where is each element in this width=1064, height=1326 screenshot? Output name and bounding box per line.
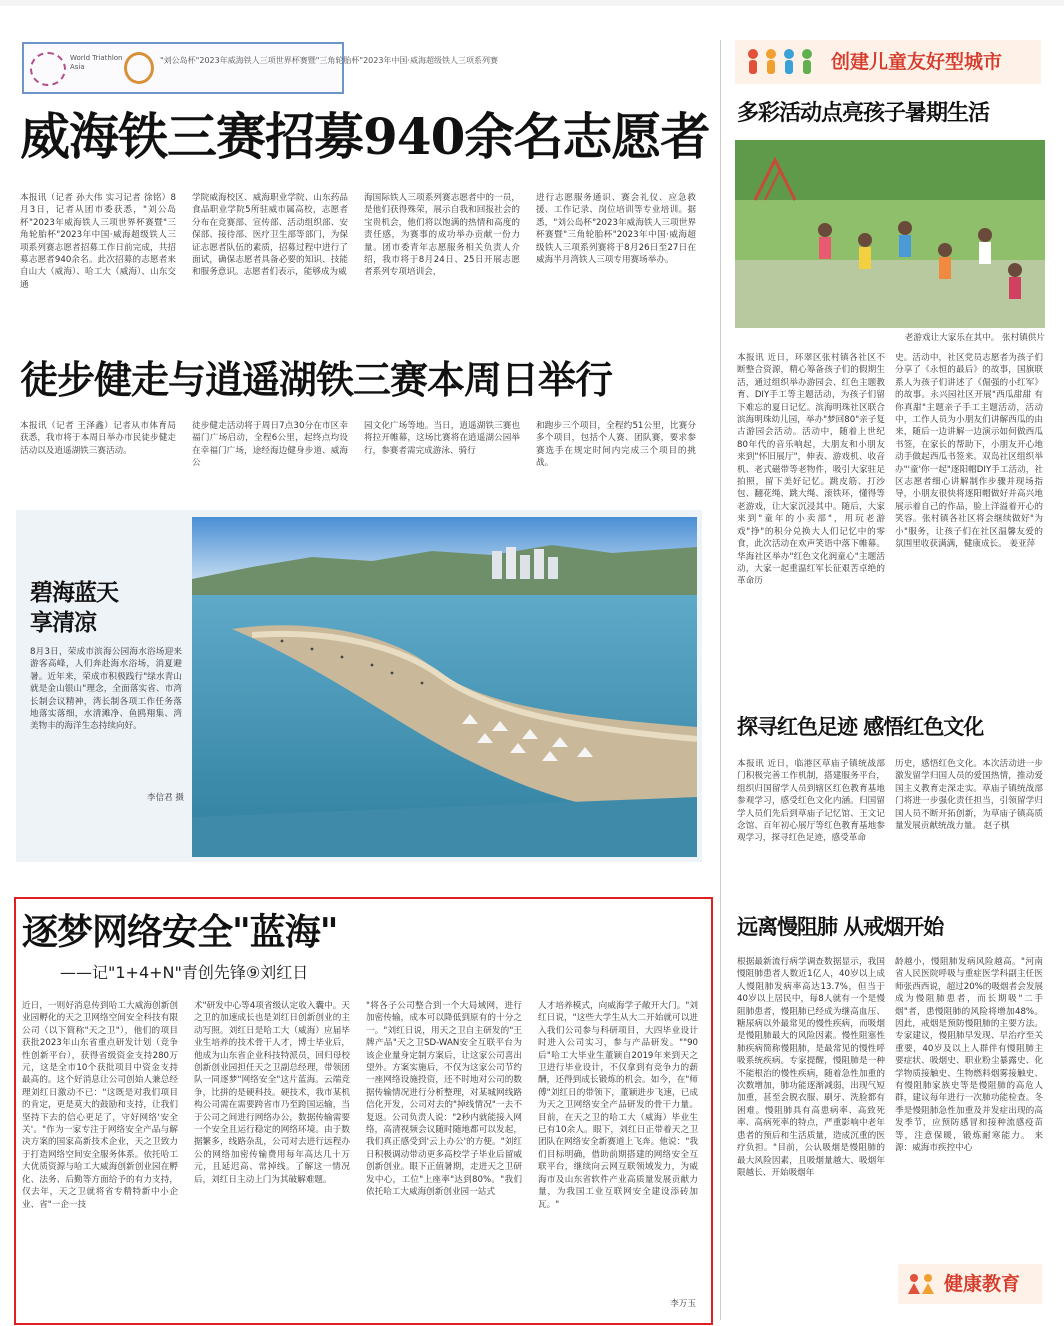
- article1-col2: 学院威海校区、威海职业学院、山东药品食品职业学院5所驻威市属高校，志愿者分布在竞赛部、宣传部、活动组织部、安保部、接待部、医疗卫生部等部门，为保证志愿者队伍的素质，招募过程中进行了面试，确保志愿者具备必要的知识、技能和服务意识。志愿者们表示，能够成为威: [192, 193, 348, 278]
- section-tag-label: 创建儿童友好型城市: [831, 51, 1003, 73]
- article3-col4: 人才培养模式，向威海学子敞开大门。"刘红日说，"这些大学生从大二开始就可以进入我们公司参与科研项目，大四毕业设计时进入公司实习，参与产品研发。""90后"哈工大毕业生董颖自2019年来到天之卫进行毕业设计，不仅拿到有竞争力的薪酬，还得到成长锻炼的机会。如今，在"师傅"刘红日的带领下，董颖进步飞速，已成为天之卫网络安全产品研发的骨干力量。目前，在天之卫的哈工大（威海）毕业生已有10余人。眼下，刘红日正带着天之卫团队在网络安全新赛道上飞奔。他说："我们目标明确，借助前期搭建的网络安全互联平台，继续向云网互联领域发力，为威海市及山东省软件产业高质量发展贡献力量，为我国工业互联网安全建设添砖加瓦。": [538, 1001, 698, 1210]
- article3-col1: 近日，一则好消息传到哈工大威海创新创业园孵化的天之卫网络空间安全科技有限公司（以下简称"天之卫"），他们的项目获批2023年山东省重点研发计划（竞争性创新平台），获得省级资金支持280万元，这是全市10个获批项目中资金支持最高的。这个好消息让公司创始人兼总经理刘红日激动不已："这既是对我们项目的肯定，更是莫大的鼓励和支持，让我们坚持下去的信心更足了，守好网络'安全关'。"作为一家专注于网络安全产品与解决方案的国家高新技术企业，天之卫致力于打造网络空间安全服务体系。依托哈工大优质资源与哈工大威海创新创业园在孵化、法务、后勤等方面给予的有力支持，仅去年，天之卫就将省专精特新中小企业、省"一企一技: [22, 1001, 178, 1210]
- article2-col3: 园文化广场等地。当日，逍遥湖铁三赛也将拉开帷幕，这场比赛将在逍遥湖公园举行，参赛者需完成游泳、骑行: [364, 421, 520, 456]
- right-top-col1: 本报讯 近日，环翠区张村镇各社区不断整合资源，精心筹备孩子们的假期生活，通过组织举办游园会、红色主题教育、DIY手工等主题活动，为孩子们留下难忘的夏日记忆。滨海明珠社区联合滨海明珠幼儿园，举办"梦回80"亲子复古游园会活动。活动中，随着上世纪80年代的音乐响起，大朋友和小朋友来到"怀旧展厅"，伸表、游戏机、收音机、老式磁带等老物件，吸引大家驻足拍照，留下美好记忆。跳皮筋、打沙包、翻花绳、跳大绳、滚铁环，懂得等老游戏，让大家沉浸其中。随后，大家来到"童年的小卖部"，用玩老游戏"挣"的积分兑换大人们记忆中的零食，此次活动在欢声笑语中落下帷幕。华海社区举办"红色文化润童心"主题活动，大家一起重温红军长征艰苦卓绝的革命历: [737, 353, 885, 587]
- photo-feature-title-2: 享清凉: [30, 609, 96, 636]
- right-bottom-headline: 远离慢阻肺 从戒烟开始: [737, 914, 944, 939]
- page-top-strip: [0, 0, 1064, 6]
- world-triathlon-logo-icon: [30, 52, 66, 86]
- right-mid-headline: 探寻红色足迹 感悟红色文化: [737, 714, 984, 739]
- health-figure-icon: [904, 1272, 938, 1296]
- article2-col1: 本报讯（记者 王泽鑫）记者从市体育局获悉，我市将于本周日举办市民徒步健走活动以及逍遥湖铁三赛活动。: [20, 421, 176, 456]
- column-divider: [720, 40, 721, 1320]
- article3-byline: 李万玉: [670, 1299, 696, 1309]
- children-silhouette-icon: [741, 46, 821, 78]
- article2-headline: 徒步健走与逍遥湖铁三赛本周日举行: [20, 357, 613, 402]
- section-tag-health: [898, 1264, 1042, 1304]
- banner-text: "刘公岛杯"2023年威海铁人三项世界杯赛暨"三角轮胎杯"2023年中国·威海超级铁人三项系列赛: [160, 56, 498, 65]
- right-mid-col2: 历史，感悟红色文化。本次活动进一步激发留学归国人员的爱国热情，推动爱国主义教育走深走实。草庙子镇统战部门将进一步强化责任担当，引领留学归国人员不断开拓创新，为草庙子镇高质量发展贡献统战力量。 赵子棋: [895, 759, 1043, 832]
- article1-col1: 本报讯（记者 孙大伟 实习记者 徐铭）8月3日，记者从团市委获悉，"刘公岛杯"2023年威海铁人三项世界杯赛暨"三角轮胎杯"2023年中国·威海超级铁人三项系列赛志愿者招募工作日前完成，共招募志愿者940余名。此次招募的志愿者来自山大（威海）、哈工大（威海）、山东交通: [20, 193, 176, 290]
- article2-col2: 徒步健走活动将于周日7点30分在市区幸福门广场启动，全程6公里，起终点均设在幸福门广场，途经海边健身步道、威海公: [192, 421, 348, 469]
- health-tag-label: 健康教育: [944, 1273, 1021, 1295]
- banner-logo-text: World Triathlon Asia: [70, 54, 123, 71]
- article1-headline: 威海铁三赛招募940余名志愿者: [20, 107, 710, 166]
- photo-feature-credit: 李信君 摄: [146, 793, 184, 803]
- article1-col3: 海国际铁人三项系列赛志愿者中的一员，是他们获得殊荣，展示自我和回报社会的宝贵机会，他们将以饱满的热情和高度的责任感，为赛事的成功举办贡献一份力量。团市委青年志愿服务相关负责人介绍，我市将于8月24日、25日开展志愿者系列专项培训会，: [364, 193, 520, 278]
- beach-photo-image: [192, 517, 697, 857]
- right-top-headline: 多彩活动点亮孩子暑期生活: [737, 100, 990, 126]
- kids-photo-image: [735, 140, 1045, 328]
- right-mid-col1: 本报讯 近日，临港区草庙子镇统战部门积极完善工作机制，搭建服务平台，组织归国留学人员到辖区红色教育基地参观学习，感受红色文化内涵。归国留学人员们先后到草庙子记忆馆、王文记念馆、百年初心展厅等红色教育基地参观学习，探寻红色足迹，感受革命: [737, 759, 885, 844]
- right-bottom-col1: 根据最新流行病学调查数据显示，我国慢阻肺患者人数近1亿人，40岁以上成人慢阻肺发病率高达13.7%，但当于40岁以上居民中，每8人就有一个是慢阻肺患者，慢阻肺已经成为继高血压、糖尿病以外最常见的慢性疾病，而吸烟是慢阻肺最大的风险因素。慢性阻塞性肺疾病简称慢阻肺，是最常见的慢性呼吸系统疾病。专家提醒，慢阻肺是一种不能根治的慢性疾病，随着急性加重的次数增加，肺功能逐渐减弱，出现气短加重，甚至会脱衣服、刷牙、洗脸都有困难。慢阻肺具有高患病率、高致死率、高病死率的特点，严重影响中老年患者的预后和生活质量，造成沉重的医疗负担。"目前，公认吸烟是慢阻肺的最大风险因素，且吸烟量越大、吸烟年限越长、开始吸烟年: [737, 957, 885, 1178]
- article2-col4: 和跑步三个项目，全程约51公里，比赛分多个项目，包括个人赛、团队赛，要求参赛选手在规定时间内完成三个项目的挑战。: [536, 421, 696, 469]
- beach-photo: [192, 517, 697, 857]
- photo-feature-text: 8月3日，荣成市滨海公园海水浴场迎来游客高峰，人们奔赴海水浴场，消夏避暑。近年来，荣成市积极践行"绿水青山就是金山银山"理念，全面落实省、市湾长制会议精神，湾长制各项工作任务落地落实落细，水清滩净、鱼鸥翔集、湾美物丰的海洋生态持续向好。: [30, 647, 182, 732]
- kids-playing-photo: [735, 140, 1045, 328]
- event-emblem-icon: [124, 52, 154, 84]
- article3-subhead: ——记"1+4+N"青创先锋⑨刘红日: [60, 963, 309, 982]
- event-banner: [22, 42, 498, 94]
- article3-col2: 术"研发中心等4项省级认定收入囊中。天之卫的加速成长也是刘红日创新创业的主动写照。刘红日是哈工大（威海）应届毕业生培养的技术骨干人才，博士毕业后，他成为山东省企业科技特派员，回归母校创新创业园担任天之卫副总经理，带领团队一同逐梦"网络安全"这片蓝海。云端竞争，比拼的是硬科技。硬技术，我市某机构公司需在需要跨省市乃至跨国运输，当于公司之间进行网络办公，数据传输需要一个安全且运行稳定的网络环境。由于数据繁多，线路杂乱，公司对去进行远程办公的网络加密传输费用每年高达几十万元，且延迟高、常掉线。了解这一情况后，刘红日主动上门为其破解难题。: [194, 1001, 350, 1185]
- right-top-col2: 史。活动中，社区党员志愿者为孩子们分享了《永恒的最后》的故事，国旗联系人为孩子们讲述了《倔强的小红军》的故事。永兴园社区开展"西瓜甜甜 有你真甜"主题亲子手工主题活动，活动中，工作人员为小朋友们讲解西瓜的由来，随后一边讲解一边演示如何做西瓜书签，在家长的帮助下，小朋友开心地动手做起西瓜书签来。双岛社区组织举办"'童'你一起"逐阳帽DIY手工活动，社区志愿者细心讲解制作步骤并现场指导，小朋友很快将逐阳帽做好并高兴地展示着自己的作品，脸上洋溢着开心的笑容。张村镇各社区将会继续做好"为小"服务，让孩子们在社区温馨友爱的氛围里收获满满，健康成长。 姜亚萍: [895, 353, 1043, 550]
- right-bottom-col2: 龄越小，慢阻肺发病风险越高。"河南省人民医院呼吸与重症医学科副主任医师张西西说，超过20%的吸烟者会发展成为慢阻肺患者，而长期吸"二手烟"者，患慢阻肺的风险将增加48%。因此，戒烟是预防慢阻肺的主要方法。专家建议，慢阻肺早发现、早治疗至关重要，40岁及以上人群伴有慢阻肺主要症状、吸烟史、职业粉尘暴露史、化学物质接触史、生物燃料烟雾接触史、有慢阻肺家族史等是慢阻肺的高危人群，建议每年进行一次肺功能检查。冬季是慢阻肺急性加重及并发症出现的高发季节，应预防感冒和接种流感疫苗等，注意保暖，锻炼耐寒能力。 来源：威海市疾控中心: [895, 957, 1044, 1154]
- article3-col3: "将各子公司整合到一个大局域网，进行加密传输，成本可以降低到原有的十分之一。"刘红日说，用天之卫自主研发的"王牌产品"天之卫SD-WAN安全互联平台为该企业量身定制方案后，让这家公司喜出望外。方案实施后，不仅为这家公司节约一座网络设施投资，还不时地对公司的数据传输情况进行分析整理，对某城网线路信化开发，公司对去的"掉线情况"一去不复返。公司负责人说："2秒内就能接入网络，高清视频会议随时随地都可以发起，我们真正感受到'云上办公'的方便。"刘红日积极调动带动更多高校学子毕业后留威创新创业。眼下正值暑期，走进天之卫研发中心，工位"上座率"达到80%。"我们依托哈工大威海创新创业园一站式: [366, 1001, 522, 1198]
- kids-photo-caption: 老游戏让大家乐在其中。 张村镇供片: [904, 333, 1045, 343]
- section-tag-child-friendly: [735, 40, 1041, 84]
- article1-col4: 进行志愿服务通识、赛会礼仪、应急救援、工作记录、岗位培训等专业培训。据悉，"刘公岛杯"2023年威海铁人三项世界杯赛暨"三角轮胎杯"2023年中国·威海超级铁人三项系列赛将于8月26日至27日在威海半月湾铁人三项专用赛场举办。: [536, 193, 696, 266]
- article3-headline: 逐梦网络安全"蓝海": [22, 911, 338, 953]
- photo-feature-title-1: 碧海蓝天: [30, 579, 118, 606]
